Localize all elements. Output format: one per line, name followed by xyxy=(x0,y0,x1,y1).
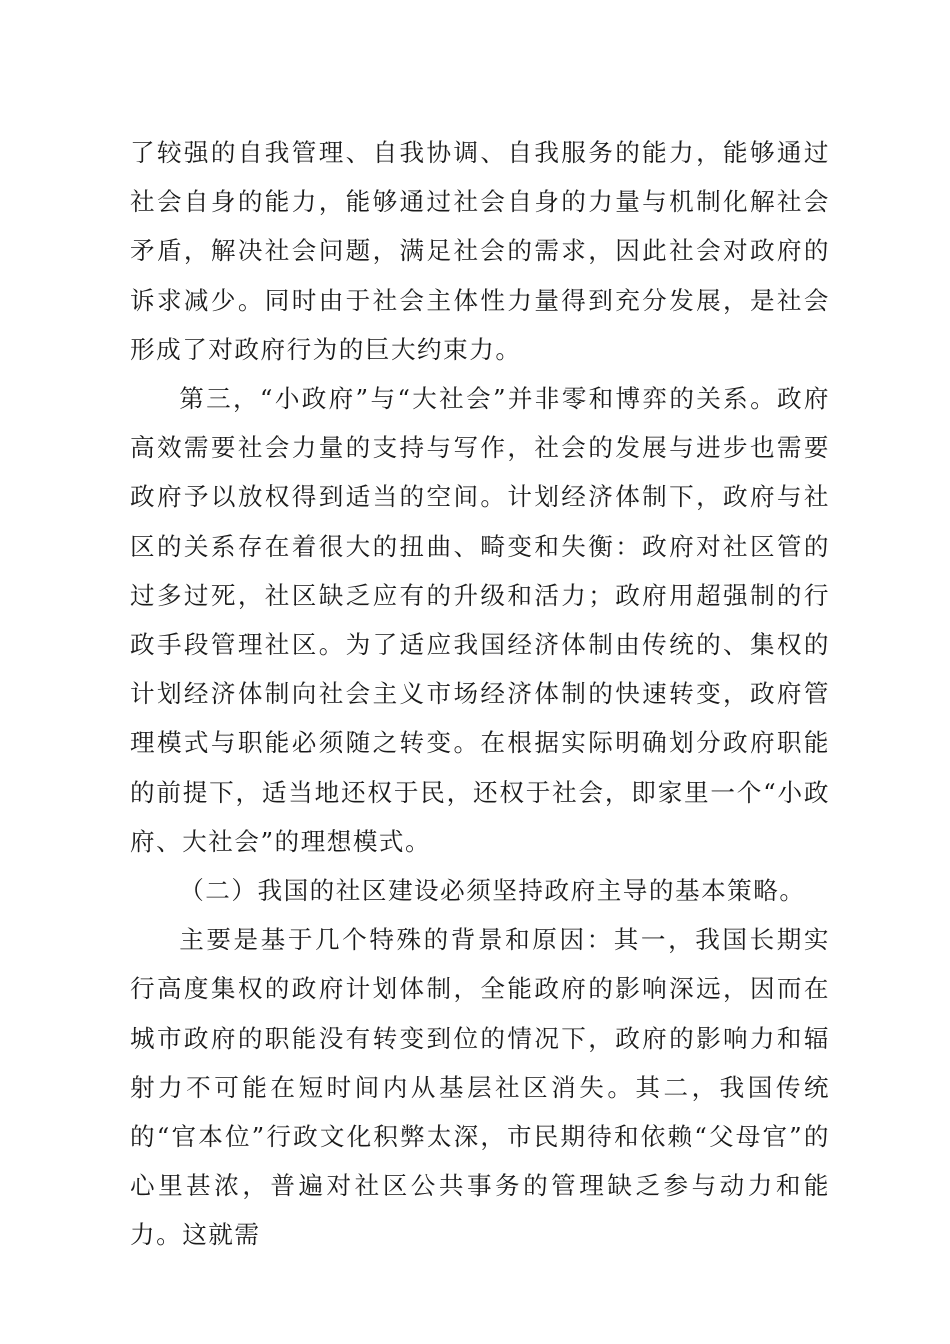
section-heading: （二）我国的社区建设必须坚持政府主导的基本策略。 xyxy=(179,876,806,906)
paragraph-reasons: 主要是基于几个特殊的背景和原因：其一，我国长期实行高度集权的政府计划体制，全能政府的影响深远，因而在城市政府的职能没有转变到位的情况下，政府的影响力和辐射力不可能在短时间内从基层社区消失。其二，我国传统的“官本位”行政文化积弊太深，市民期待和依赖“父母官”的心里甚浓，普遍对社区公共事务的管理缺乏参与动力和能力。这就需 xyxy=(130,925,830,1250)
paragraph-continuation: 了较强的自我管理、自我协调、自我服务的能力，能够通过社会自身的能力，能够通过社会自身的力量与机制化解社会矛盾，解决社会问题，满足社会的需求，因此社会对政府的诉求减少。同时由于社会主体性力量得到充分发展，是社会形成了对政府行为的巨大约束力。 xyxy=(130,138,830,364)
document-body xyxy=(130,128,830,1260)
paragraph-third-point: 第三，“小政府”与“大社会”并非零和博弈的关系。政府高效需要社会力量的支持与写作，社会的发展与进步也需要政府予以放权得到适当的空间。计划经济体制下，政府与社区的关系存在着很大的扭曲、畸变和失衡：政府对社区管的过多过死，社区缺乏应有的升级和活力；政府用超强制的行政手段管理社区。为了适应我国经济体制由传统的、集权的计划经济体制向社会主义市场经济体制的快速转变，政府管理模式与职能必须随之转变。在根据实际明确划分政府职能的前提下，适当地还权于民，还权于社会，即家里一个“小政府、大社会”的理想模式。 xyxy=(130,384,830,856)
